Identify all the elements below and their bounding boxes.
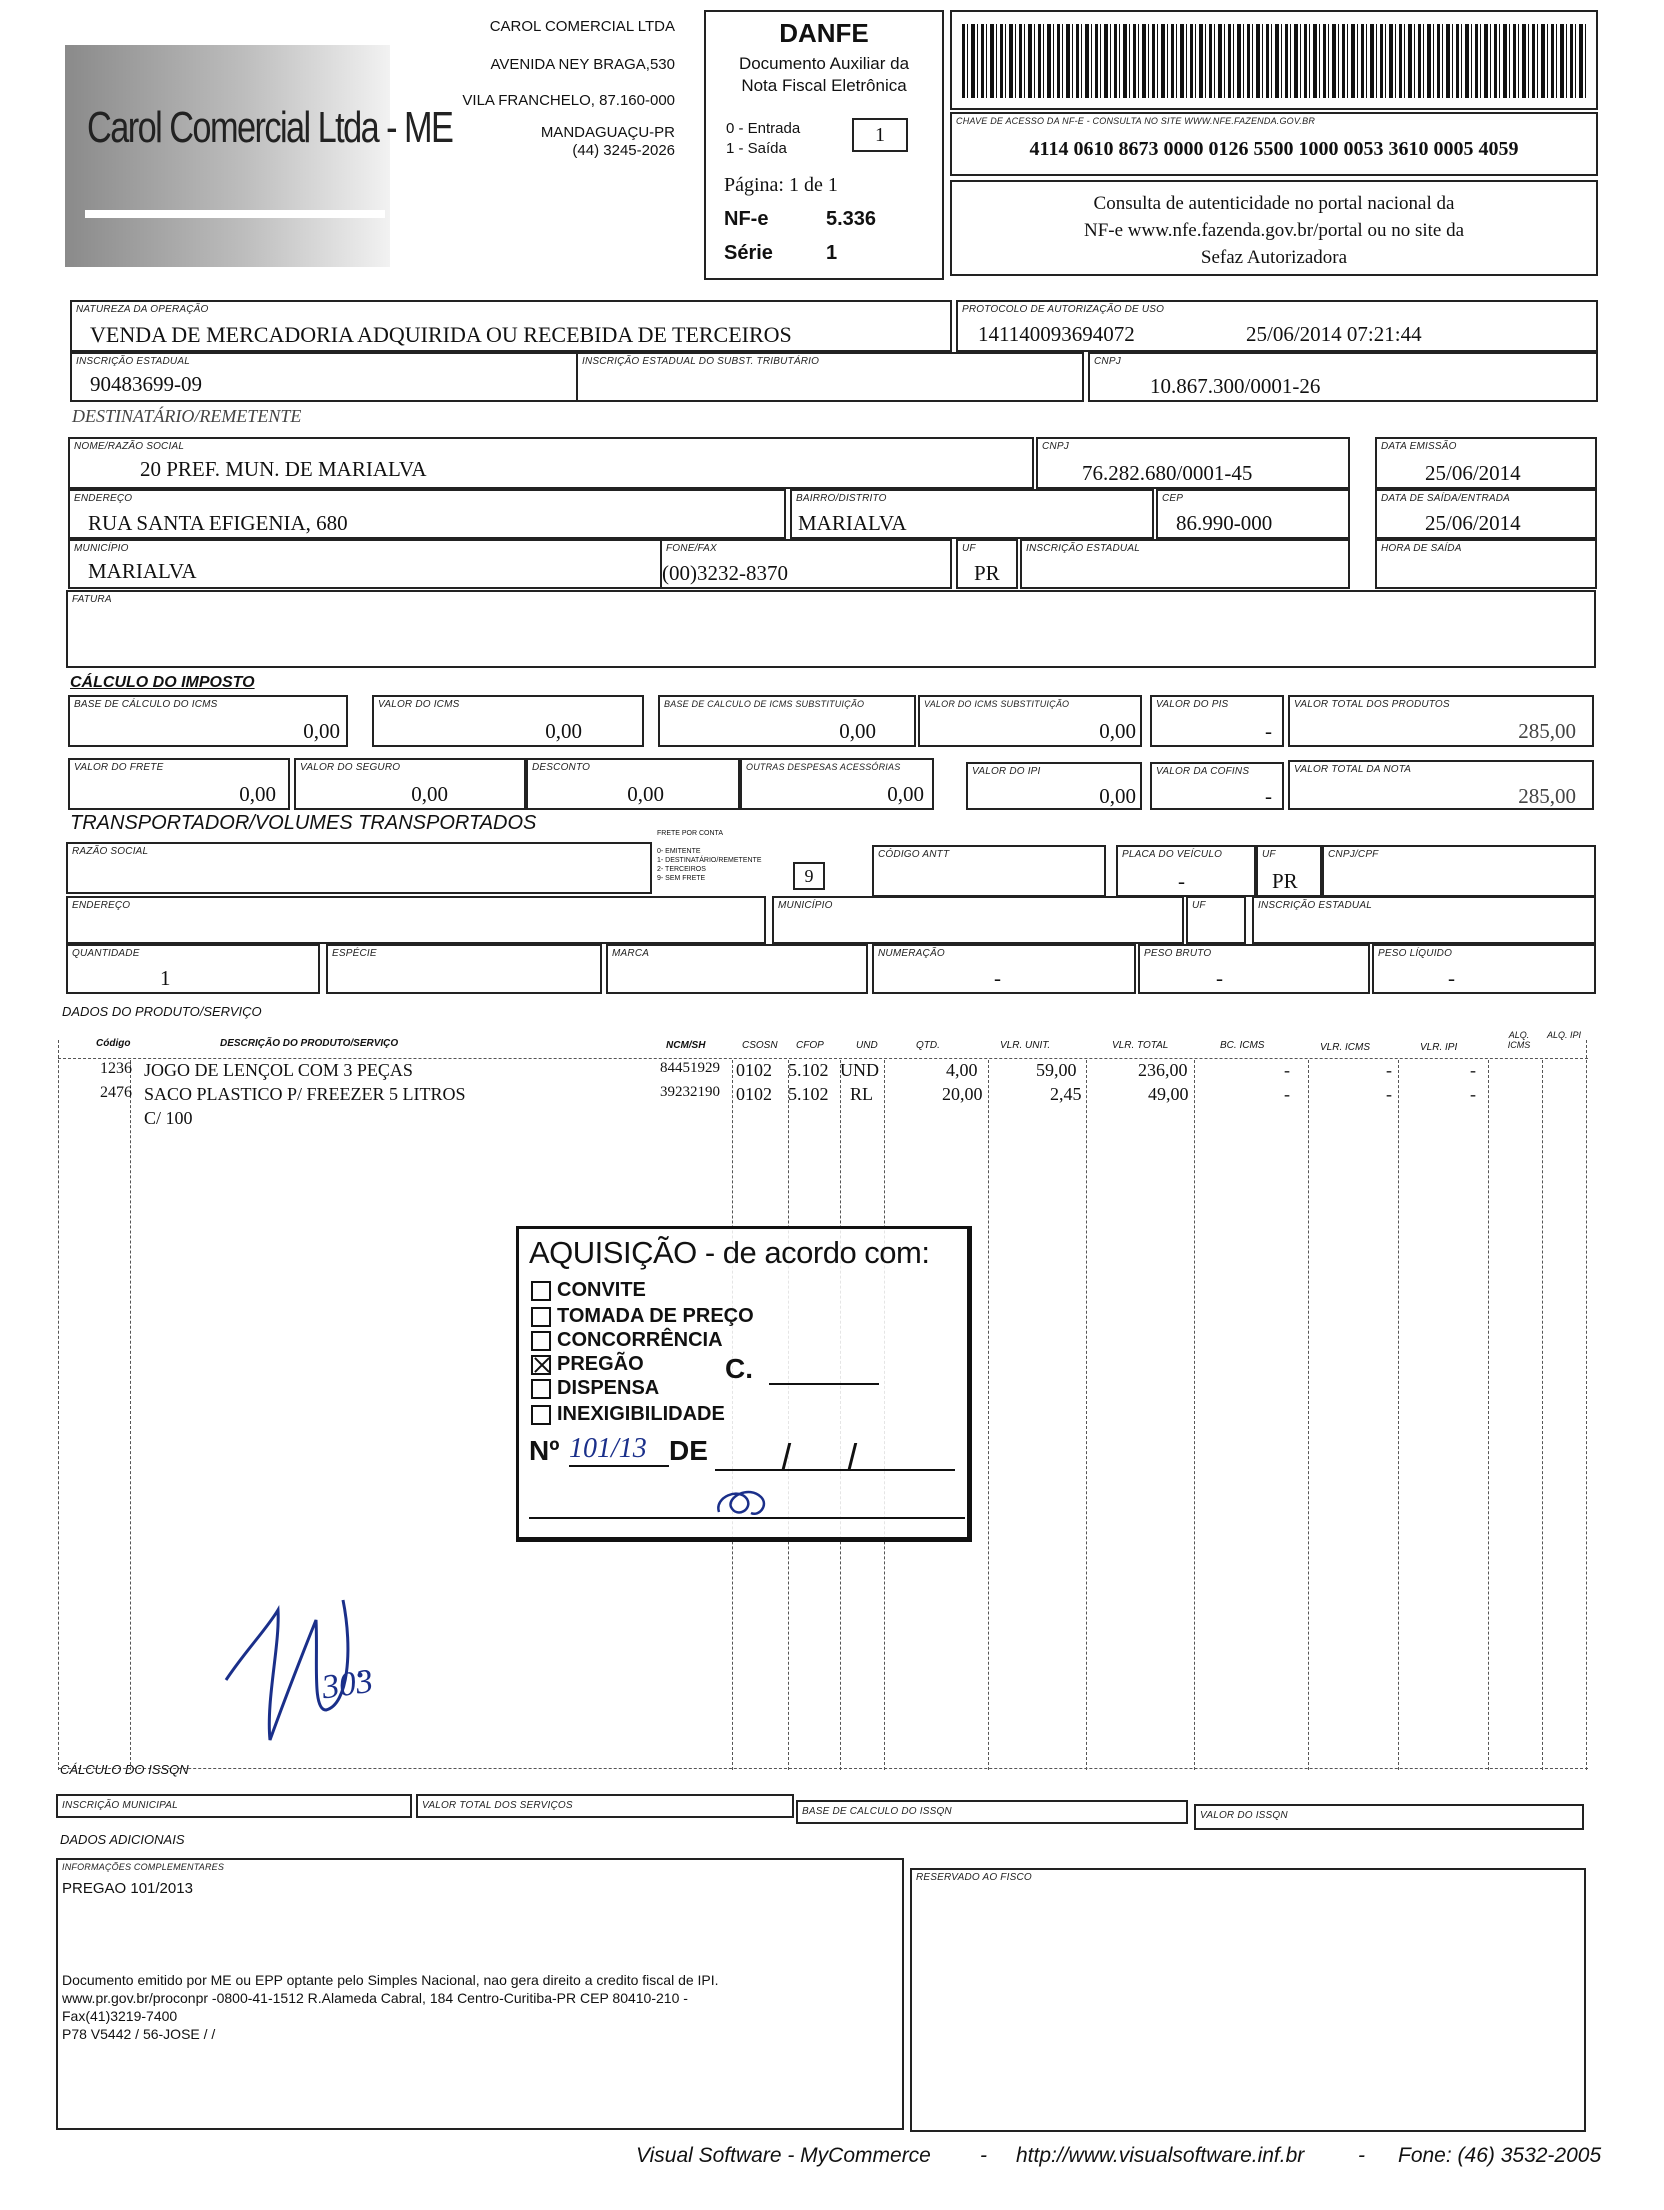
- stamp-inexigibilidade: [531, 1403, 725, 1426]
- natureza-box: [70, 300, 952, 352]
- transp-municipio-box: [772, 896, 1184, 944]
- cofins-box: [1150, 762, 1284, 810]
- row1-csosn: 0102: [736, 1060, 772, 1080]
- stamp-tomada: [531, 1305, 754, 1328]
- chave-box: [950, 112, 1598, 176]
- checkbox-icon: [531, 1379, 551, 1399]
- row2-csosn: 0102: [736, 1084, 772, 1104]
- barcode-box: [950, 10, 1598, 110]
- protocolo-label: PROTOCOLO DE AUTORIZAÇÃO DE USO: [962, 304, 1165, 315]
- stamp-pregao: [531, 1353, 644, 1376]
- base-icms-label: BASE DE CÁLCULO DO ICMS: [74, 699, 218, 710]
- ipi-value: 0,00: [1099, 784, 1136, 808]
- issqn-servicos-label: VALOR TOTAL DOS SERVIÇOS: [422, 1800, 573, 1811]
- table-bottom: [58, 1768, 1588, 1769]
- dest-endereco-box: [68, 489, 786, 539]
- frete-value: 0,00: [239, 782, 276, 806]
- valor-st-label: VALOR DO ICMS SUBSTITUIÇÃO: [924, 699, 1070, 709]
- stamp-date-line: [715, 1469, 955, 1471]
- dest-bairro-box: [790, 489, 1154, 539]
- col-line: [1086, 1060, 1087, 1770]
- col-line: [988, 1060, 989, 1770]
- dest-endereco-value: RUA SANTA EFIGENIA, 680: [88, 511, 348, 535]
- row1-ncm: 84451929: [660, 1060, 720, 1076]
- col-line: [1488, 1060, 1489, 1770]
- danfe-tipo: 1: [852, 118, 908, 152]
- transp-cnpj-label: CNPJ/CPF: [1328, 849, 1379, 860]
- especie-label: ESPÉCIE: [332, 948, 377, 959]
- row2-codigo: 2476: [100, 1084, 132, 1101]
- transporte-section: TRANSPORTADOR/VOLUMES TRANSPORTADOS: [70, 812, 537, 834]
- footer-software: Visual Software - MyCommerce: [636, 2144, 931, 2167]
- quantidade-value: 1: [160, 966, 171, 990]
- issqn-valor-box: [1194, 1804, 1584, 1830]
- base-icms-value: 0,00: [303, 719, 340, 743]
- header-divider: [58, 1058, 1588, 1059]
- frete-value: 9: [793, 862, 825, 890]
- company-logo: [65, 45, 453, 267]
- consulta-line-2: NF-e www.nfe.fazenda.gov.br/portal ou no site da: [1083, 220, 1465, 241]
- stamp-concorrencia-label: CONCORRÊNCIA: [557, 1329, 723, 1351]
- nfe-label: NF-e: [724, 208, 769, 230]
- dest-cep-label: CEP: [1162, 493, 1184, 504]
- aquisicao-stamp: [516, 1226, 972, 1542]
- ie-box: [70, 352, 578, 402]
- dest-saida-value: 25/06/2014: [1425, 511, 1521, 535]
- checkbox-icon: [531, 1281, 551, 1301]
- stamp-inexigibilidade-label: INEXIGIBILIDADE: [557, 1403, 725, 1425]
- transp-uf2-label: UF: [1192, 900, 1206, 911]
- stamp-numero-label: Nº: [529, 1435, 560, 1466]
- seguro-box: [294, 758, 526, 810]
- cnpj-emit-box: [1088, 352, 1598, 402]
- dest-cnpj-value: 76.282.680/0001-45: [1082, 461, 1253, 485]
- numeracao-value: -: [994, 966, 1001, 990]
- stamp-date-slash-2: [848, 1443, 857, 1469]
- outras-value: 0,00: [887, 782, 924, 806]
- col-line: [1398, 1060, 1399, 1770]
- dest-emissao-label: DATA EMISSÃO: [1381, 441, 1457, 452]
- row2-total: 49,00: [1148, 1084, 1189, 1104]
- stamp-de-label: DE: [669, 1435, 708, 1466]
- seguro-label: VALOR DO SEGURO: [300, 762, 401, 773]
- peso-bruto-box: [1138, 944, 1370, 994]
- desconto-value: 0,00: [627, 782, 664, 806]
- checkbox-icon: [531, 1307, 551, 1327]
- fisco-label: RESERVADO AO FISCO: [916, 1872, 1032, 1883]
- dest-nome-value: 20 PREF. MUN. DE MARIALVA: [140, 457, 427, 481]
- dest-nome-box: [68, 437, 1034, 489]
- stamp-signature: [709, 1477, 789, 1527]
- nfe-number: 5.336: [826, 208, 877, 230]
- natureza-label: NATUREZA DA OPERAÇÃO: [76, 304, 209, 315]
- destinatario-section: DESTINATÁRIO/REMETENTE: [72, 406, 302, 426]
- pis-label: VALOR DO PIS: [1156, 699, 1229, 710]
- stamp-convite: [531, 1279, 646, 1302]
- col-unit: VLR. UNIT.: [1000, 1040, 1051, 1051]
- row2-descricao-cont: C/ 100: [144, 1108, 193, 1128]
- issqn-im-box: [56, 1794, 412, 1818]
- issqn-servicos-box: [416, 1794, 794, 1818]
- row2-descricao: SACO PLASTICO P/ FREEZER 5 LITROS: [144, 1084, 466, 1104]
- info-line-4: Fax(41)3219-7400: [62, 2008, 178, 2024]
- row1-qtd: 4,00: [946, 1060, 978, 1080]
- issqn-section: CÁLCULO DO ISSQN: [60, 1762, 189, 1777]
- dest-cep-box: [1156, 489, 1350, 539]
- valor-st-box: [918, 695, 1142, 747]
- handwritten-initials: [208, 1540, 468, 1760]
- row1-cfop: 5.102: [788, 1060, 829, 1080]
- ie-st-label: INSCRIÇÃO ESTADUAL DO SUBST. TRIBUTÁRIO: [582, 356, 820, 367]
- dest-hora-box: [1375, 539, 1597, 589]
- emitente-city: MANDAGUAÇU-PR: [540, 124, 675, 141]
- marca-label: MARCA: [612, 948, 650, 959]
- total-produtos-value: 285,00: [1518, 719, 1576, 743]
- danfe-title: DANFE: [779, 18, 869, 48]
- emitente-phone: (44) 3245-2026: [572, 142, 675, 159]
- transp-ie-box: [1252, 896, 1596, 944]
- footer-sep-1: -: [980, 2144, 987, 2167]
- dest-fone-label: FONE/FAX: [666, 543, 717, 554]
- emitente-info: [420, 14, 675, 160]
- frete-conta-label: FRETE POR CONTA: [657, 830, 723, 837]
- base-st-value: 0,00: [839, 719, 876, 743]
- danfe-subtitle-1: Documento Auxiliar da: [738, 54, 910, 73]
- transp-municipio-label: MUNICÍPIO: [778, 900, 833, 911]
- transp-endereco-box: [66, 896, 766, 944]
- footer-fone: Fone: (46) 3532-2005: [1398, 2144, 1602, 2167]
- ipi-label: VALOR DO IPI: [972, 766, 1041, 777]
- issqn-base-label: BASE DE CALCULO DO ISSQN: [802, 1806, 952, 1817]
- info-box: [56, 1858, 904, 2130]
- base-icms-box: [68, 695, 348, 747]
- stamp-tomada-label: TOMADA DE PREÇO: [557, 1305, 754, 1327]
- frete-opt-2: 2- TERCEIROS: [657, 866, 706, 873]
- fisco-box: [910, 1868, 1586, 2132]
- protocolo-data: 25/06/2014 07:21:44: [1246, 322, 1422, 346]
- col-und: UND: [856, 1040, 878, 1051]
- dest-nome-label: NOME/RAZÃO SOCIAL: [74, 441, 185, 452]
- base-st-box: [658, 695, 916, 747]
- col-line: [1194, 1060, 1195, 1770]
- especie-box: [326, 944, 602, 994]
- seguro-value: 0,00: [411, 782, 448, 806]
- desconto-label: DESCONTO: [532, 762, 591, 773]
- danfe-box: [704, 10, 944, 280]
- stamp-c-line: [769, 1383, 879, 1385]
- info-label: INFORMAÇÕES COMPLEMENTARES: [62, 1862, 225, 1872]
- marca-box: [606, 944, 868, 994]
- transp-uf2-box: [1186, 896, 1246, 944]
- ie-st-box: [576, 352, 1084, 402]
- footer-url[interactable]: http://www.visualsoftware.inf.br: [1016, 2144, 1305, 2167]
- dest-emissao-box: [1375, 437, 1597, 489]
- dest-bairro-label: BAIRRO/DISTRITO: [796, 493, 887, 504]
- dest-saida-box: [1375, 489, 1597, 539]
- col-vicms: VLR. ICMS: [1320, 1042, 1371, 1053]
- dest-cep-value: 86.990-000: [1176, 511, 1273, 535]
- col-csosn: CSOSN: [742, 1040, 778, 1051]
- info-line-2: Documento emitido por ME ou EPP optante pelo Simples Nacional, nao gera direito a credito fiscal de IPI.: [62, 1972, 719, 1988]
- adicionais-section: DADOS ADICIONAIS: [60, 1832, 185, 1847]
- produtos-section: DADOS DO PRODUTO/SERVIÇO: [62, 1004, 262, 1019]
- peso-bruto-label: PESO BRUTO: [1144, 948, 1212, 959]
- transp-endereco-label: ENDEREÇO: [72, 900, 131, 911]
- serie-label: Série: [724, 242, 773, 264]
- transp-razao-label: RAZÃO SOCIAL: [72, 846, 149, 857]
- pis-box: [1150, 695, 1284, 747]
- frete-opt-9: 9- SEM FRETE: [657, 875, 706, 882]
- row2-qtd: 20,00: [942, 1084, 983, 1104]
- transp-uf-label: UF: [1262, 849, 1276, 860]
- frete-label: VALOR DO FRETE: [74, 762, 164, 773]
- row1-vipi: -: [1470, 1060, 1476, 1080]
- quantidade-box: [66, 944, 320, 994]
- row2-vipi: -: [1470, 1084, 1476, 1104]
- peso-liquido-label: PESO LÍQUIDO: [1378, 948, 1453, 959]
- col-ncm: NCM/SH: [666, 1040, 706, 1051]
- danfe-entrada: 0 - Entrada: [726, 120, 801, 137]
- info-line-1: PREGAO 101/2013: [62, 1880, 193, 1897]
- row2-bc: -: [1284, 1084, 1290, 1104]
- placa-box: [1116, 845, 1256, 897]
- checked-checkbox-icon: [531, 1355, 551, 1375]
- outras-label: OUTRAS DESPESAS ACESSÓRIAS: [746, 762, 901, 772]
- row2-vicms: -: [1386, 1084, 1392, 1104]
- handwritten-note: 303: [319, 1662, 376, 1707]
- frete-opt-1: 1- DESTINATÁRIO/REMETENTE: [657, 857, 762, 864]
- consulta-line-3: Sefaz Autorizadora: [1200, 247, 1348, 268]
- placa-value: -: [1178, 869, 1185, 893]
- row1-codigo: 1236: [100, 1060, 132, 1077]
- stamp-pregao-label: PREGÃO: [557, 1353, 644, 1375]
- row2-unit: 2,45: [1050, 1084, 1082, 1104]
- placa-label: PLACA DO VEÍCULO: [1122, 849, 1223, 860]
- col-descricao: DESCRIÇÃO DO PRODUTO/SERVIÇO: [220, 1038, 399, 1049]
- barcode: [962, 24, 1586, 98]
- col-vipi: VLR. IPI: [1420, 1042, 1458, 1053]
- row2-und: RL: [850, 1084, 874, 1104]
- antt-box: [872, 845, 1106, 897]
- footer-sep-2: -: [1358, 2144, 1365, 2167]
- checkbox-icon: [531, 1405, 551, 1425]
- total-nota-value: 285,00: [1518, 784, 1576, 808]
- dest-emissao-value: 25/06/2014: [1425, 461, 1521, 485]
- issqn-base-box: [796, 1800, 1188, 1824]
- row1-bc: -: [1284, 1060, 1290, 1080]
- cofins-value: -: [1265, 784, 1272, 808]
- quantidade-label: QUANTIDADE: [72, 948, 140, 959]
- peso-liquido-value: -: [1448, 966, 1455, 990]
- ie-label: INSCRIÇÃO ESTADUAL: [76, 356, 190, 367]
- dest-municipio-label: MUNICÍPIO: [74, 543, 129, 554]
- row1-total: 236,00: [1138, 1060, 1188, 1080]
- transp-uf-value: PR: [1272, 869, 1298, 893]
- total-produtos-box: [1288, 695, 1594, 747]
- consulta-line-1: Consulta de autenticidade no portal nacional da: [1093, 193, 1455, 214]
- chave-label: CHAVE DE ACESSO DA NF-E - CONSULTA NO SITE WWW.NFE.FAZENDA.GOV.BR: [956, 116, 1316, 126]
- col-codigo: Código: [96, 1038, 131, 1049]
- natureza-value: VENDA DE MERCADORIA ADQUIRIDA OU RECEBIDA DE TERCEIROS: [90, 322, 792, 347]
- dest-ie-label: INSCRIÇÃO ESTADUAL: [1026, 543, 1140, 554]
- row2-ncm: 39232190: [660, 1084, 720, 1100]
- footer: [636, 2144, 1646, 2174]
- cnpj-emit-label: CNPJ: [1094, 356, 1121, 367]
- dest-uf-box: [956, 539, 1018, 589]
- serie-value: 1: [826, 242, 838, 264]
- emitente-name: CAROL COMERCIAL LTDA: [489, 18, 675, 35]
- col-line: [1586, 1040, 1587, 1770]
- row1-vicms: -: [1386, 1060, 1392, 1080]
- logo-text: Carol Comercial Ltda - ME: [87, 103, 453, 152]
- stamp-numero: 101/13: [569, 1433, 669, 1467]
- frete-conta: [655, 830, 845, 896]
- total-produtos-label: VALOR TOTAL DOS PRODUTOS: [1294, 699, 1450, 710]
- transp-uf-box: [1256, 845, 1322, 897]
- issqn-valor-label: VALOR DO ISSQN: [1200, 1810, 1288, 1821]
- row1-descricao: JOGO DE LENÇOL COM 3 PEÇAS: [144, 1060, 413, 1080]
- dest-endereco-label: ENDEREÇO: [74, 493, 133, 504]
- dest-uf-label: UF: [962, 543, 976, 554]
- valor-st-value: 0,00: [1099, 719, 1136, 743]
- col-line: [130, 1060, 131, 1770]
- col-bc: BC. ICMS: [1220, 1040, 1265, 1051]
- dest-saida-label: DATA DE SAÍDA/ENTRADA: [1381, 493, 1511, 504]
- col-line: [1542, 1060, 1543, 1770]
- dest-municipio-box: [68, 539, 662, 589]
- stamp-title: AQUISIÇÃO - de acordo com:: [529, 1235, 930, 1270]
- transp-cnpj-box: [1322, 845, 1596, 897]
- produtos-table: [58, 1030, 1604, 1770]
- frete-opt-0: 0- EMITENTE: [657, 848, 701, 855]
- stamp-c-label: C.: [725, 1353, 753, 1384]
- fatura-label: FATURA: [72, 594, 112, 605]
- col-total: VLR. TOTAL: [1112, 1040, 1169, 1051]
- cofins-label: VALOR DA COFINS: [1156, 766, 1250, 777]
- dest-fone-value: (00)3232-8370: [662, 561, 788, 585]
- info-line-5: P78 V5442 / 56-JOSE / /: [62, 2026, 216, 2042]
- danfe-subtitle-2: Nota Fiscal Eletrônica: [741, 76, 907, 95]
- row2-cfop: 5.102: [788, 1084, 829, 1104]
- col-alqicms: ALQ. ICMS: [1507, 1030, 1531, 1050]
- chave-value: 4114 0610 8673 0000 0126 5500 1000 0053 3610 0005 4059: [1029, 138, 1519, 160]
- peso-bruto-value: -: [1216, 966, 1223, 990]
- consulta-box: [950, 180, 1598, 276]
- ie-value: 90483699-09: [90, 372, 202, 396]
- danfe-saida: 1 - Saída: [726, 140, 787, 157]
- transp-ie-label: INSCRIÇÃO ESTADUAL: [1258, 900, 1372, 911]
- numeracao-label: NUMERAÇÃO: [878, 948, 945, 959]
- col-line: [1308, 1060, 1309, 1770]
- col-line: [58, 1040, 59, 1770]
- outras-box: [740, 758, 934, 810]
- dest-ie-box: [1020, 539, 1350, 589]
- valor-icms-value: 0,00: [545, 719, 582, 743]
- peso-liquido-box: [1372, 944, 1596, 994]
- cnpj-emit-value: 10.867.300/0001-26: [1150, 374, 1321, 398]
- dest-bairro-value: MARIALVA: [798, 511, 907, 535]
- ipi-box: [966, 762, 1142, 810]
- dest-uf-value: PR: [974, 561, 1000, 585]
- col-alqipi: ALQ. IPI: [1546, 1030, 1581, 1040]
- row1-und: UND: [840, 1060, 879, 1080]
- numeracao-box: [872, 944, 1136, 994]
- stamp-concorrencia: [531, 1329, 723, 1352]
- valor-icms-box: [372, 695, 644, 747]
- col-qtd: QTD.: [916, 1040, 940, 1051]
- logo-bar: [85, 210, 385, 218]
- dest-fone-box: [660, 539, 952, 589]
- stamp-convite-label: CONVITE: [557, 1279, 646, 1301]
- dest-municipio-value: MARIALVA: [88, 559, 197, 583]
- danfe-pagina: Página: 1 de 1: [724, 174, 838, 196]
- transp-razao-box: [66, 842, 652, 894]
- dest-cnpj-box: [1036, 437, 1350, 489]
- pis-value: -: [1265, 719, 1272, 743]
- frete-box: [68, 758, 290, 810]
- protocolo-box: [956, 300, 1598, 352]
- imposto-section: CÁLCULO DO IMPOSTO: [70, 674, 255, 691]
- emitente-district: VILA FRANCHELO, 87.160-000: [462, 92, 675, 109]
- info-line-3: www.pr.gov.br/proconpr -0800-41-1512 R.Alameda Cabral, 184 Centro-Curitiba-PR CEP 80410-210 -: [62, 1990, 688, 2006]
- issqn-im-label: INSCRIÇÃO MUNICIPAL: [62, 1800, 178, 1811]
- protocolo-value: 141140093694072: [978, 322, 1135, 346]
- col-cfop: CFOP: [796, 1040, 824, 1051]
- checkbox-icon: [531, 1331, 551, 1351]
- row1-unit: 59,00: [1036, 1060, 1077, 1080]
- base-st-label: BASE DE CALCULO DE ICMS SUBSTITUIÇÃO: [664, 699, 865, 709]
- total-nota-box: [1288, 760, 1594, 810]
- emitente-address: AVENIDA NEY BRAGA,530: [490, 56, 675, 73]
- dest-cnpj-label: CNPJ: [1042, 441, 1069, 452]
- total-nota-label: VALOR TOTAL DA NOTA: [1294, 764, 1412, 775]
- antt-label: CÓDIGO ANTT: [878, 849, 950, 860]
- stamp-date-slash-1: [782, 1443, 791, 1469]
- desconto-box: [526, 758, 740, 810]
- stamp-dispensa-label: DISPENSA: [557, 1377, 660, 1399]
- fatura-box: [66, 590, 1596, 668]
- dest-hora-label: HORA DE SAÍDA: [1381, 543, 1462, 554]
- stamp-dispensa: [531, 1377, 659, 1400]
- valor-icms-label: VALOR DO ICMS: [378, 699, 460, 710]
